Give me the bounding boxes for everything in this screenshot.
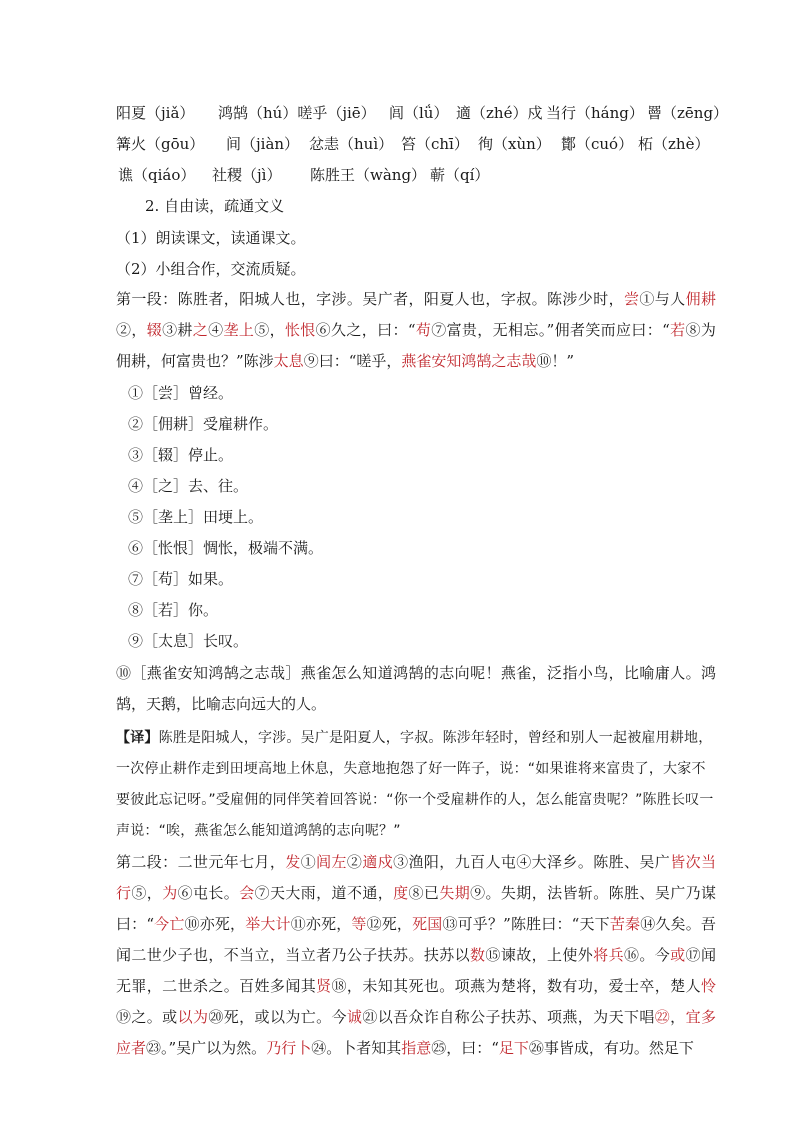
pinyin-item: 阳夏（jiǎ） — [116, 104, 195, 122]
step2-item-1: （1）朗读课文，读通课文。 — [116, 229, 306, 247]
text-run: ③耕 — [162, 321, 193, 339]
translation-label: 【译】 — [116, 730, 159, 746]
text-run: ㉓。”吴广以为然。 — [146, 1039, 267, 1057]
annotation-item: ⑤［垄上］田埂上。 — [128, 508, 264, 526]
highlighted-term: 燕雀安知鸿鹄之志哉 — [401, 352, 537, 370]
pinyin-item: 社稷（jì） — [212, 166, 282, 184]
text-run: ⑩！” — [536, 352, 575, 370]
translation-block — [116, 723, 716, 847]
pinyin-item: 徇（xùn） — [478, 135, 551, 153]
note-10: ⑩［燕雀安知鸿鹄之志哉］燕雀怎么知道鸿鹄的志向呢！燕雀，泛指小鸟，比喻庸人。鸿鹄，天鹅，比喻志向远大的人。 — [116, 664, 716, 713]
annotation-item: ⑨［太息］长叹。 — [128, 632, 249, 650]
highlighted-term: 乃行卜 — [266, 1039, 312, 1057]
highlighted-term: 为 — [162, 884, 178, 902]
text-run: ①与人 — [639, 290, 686, 308]
highlighted-term: 数 — [470, 946, 486, 964]
highlighted-term: 将兵 — [593, 946, 624, 964]
highlighted-term: 怅恨 — [284, 321, 316, 339]
text-run: ⑥久之，曰：“ — [315, 321, 416, 339]
pinyin-item: 间（jiàn） — [226, 135, 300, 153]
highlighted-term: 指意 — [401, 1039, 432, 1057]
highlighted-term: 若 — [669, 321, 686, 339]
annotation-item: ⑧［若］你。 — [128, 601, 219, 619]
text-run: ⑦天大雨，道不通， — [254, 884, 394, 902]
pinyin-item: 鄼（cuó） — [561, 135, 634, 153]
text-run: ㉔。卜者知其 — [311, 1039, 402, 1057]
highlighted-term: 等 — [351, 915, 367, 933]
pinyin-item: 柘（zhè） — [638, 135, 710, 153]
highlighted-term: 度 — [393, 884, 409, 902]
pinyin-item: 蕲（qí） — [430, 166, 490, 184]
text-run: ㉕，曰：“ — [431, 1039, 499, 1057]
text-run: ②， — [116, 321, 147, 339]
highlighted-term: 足下 — [498, 1039, 529, 1057]
highlighted-term: 贤 — [316, 977, 332, 995]
text-run: ⑯。今 — [623, 946, 671, 964]
paragraph-1 — [116, 284, 716, 377]
highlighted-term: 之 — [192, 321, 209, 339]
paragraph-2 — [116, 847, 716, 1064]
highlighted-term: 闾左 — [316, 853, 347, 871]
highlighted-term: 尝 — [623, 290, 640, 308]
highlighted-term: 苟 — [415, 321, 432, 339]
annotation-item: ②［佣耕］受雇耕作。 — [128, 415, 279, 433]
text-run: ② — [346, 853, 363, 871]
highlighted-term: 適戍 — [362, 853, 394, 871]
text-run: ⑥屯长。 — [177, 884, 240, 902]
step2-item-2: （2）小组合作，交流质疑。 — [116, 260, 306, 278]
annotation-item: ①［尝］曾经。 — [128, 384, 234, 402]
highlighted-term: 诚 — [346, 1008, 363, 1026]
text-run: ⑱，未知其死也。项燕为楚将，数有功，爱士卒，楚人 — [331, 977, 701, 995]
pinyin-item: 陈胜王（wàng） — [310, 166, 427, 184]
pinyin-item: 篝火（gōu） — [116, 135, 205, 153]
text-run: 第二段：二世元年七月， — [116, 853, 286, 871]
highlighted-term: 今亡 — [154, 915, 185, 933]
text-run: ⑫死， — [366, 915, 413, 933]
highlighted-term: 太息 — [273, 352, 304, 370]
pinyin-item: 谯（qiáo） — [118, 166, 196, 184]
annotation-item: ⑥［怅恨］惆怅，极端不满。 — [128, 539, 324, 557]
annotation-item: ③［辍］停止。 — [128, 446, 234, 464]
text-run: ⑳死，或以为亡。今 — [208, 1008, 347, 1026]
text-run: ⑤， — [131, 884, 163, 902]
highlighted-term: 举大计 — [245, 915, 291, 933]
pinyin-item: 笞（chī） — [401, 135, 469, 153]
text-run: ⑧已 — [408, 884, 440, 902]
pinyin-item: 適（zhé）戍 — [456, 104, 543, 122]
pinyin-item: 鸿鹄（hú）嗟乎（jiē） — [218, 104, 376, 122]
text-run: 第一段：陈胜者，阳城人也，字涉。吴广者，阳夏人也，字叔。陈涉少时， — [116, 290, 624, 308]
highlighted-term: 怜 — [700, 977, 716, 995]
highlighted-term: 死国 — [412, 915, 443, 933]
text-run: ㉑以吾众诈自称公子扶苏、项燕，为天下唱 — [362, 1008, 655, 1026]
highlighted-term: 以为 — [177, 1008, 209, 1026]
annotation-item: ⑦［苟］如果。 — [128, 570, 234, 588]
text-run: ⑩亦死， — [184, 915, 246, 933]
text-run: ， — [670, 1008, 686, 1026]
highlighted-term: ㉒ — [654, 1008, 671, 1026]
highlighted-term: 宜多应者 — [116, 1008, 716, 1057]
pinyin-item: 当行（háng） — [546, 104, 644, 122]
text-run: ③渔阳，九百人屯④大泽乡。陈胜、吴广 — [393, 853, 671, 871]
highlighted-term: 会 — [239, 884, 255, 902]
highlighted-term: 发 — [285, 853, 301, 871]
text-run: ⑭久矣。吾闻二世少子也，不当立，当立者乃公子扶苏。扶苏以 — [116, 915, 716, 964]
text-run: ⑮谏故，上使外 — [485, 946, 594, 964]
text-run: ④ — [208, 321, 224, 339]
highlighted-term: 失期 — [439, 884, 471, 902]
pinyin-item: 闾（lǘ） — [389, 104, 449, 122]
highlighted-term: 辍 — [146, 321, 163, 339]
text-run: ㉖事皆成，有功。然足下 — [528, 1039, 694, 1057]
text-run: ① — [300, 853, 317, 871]
pinyin-item: 罾（zēng） — [647, 104, 729, 122]
pinyin-item: 忿恚（huì） — [309, 135, 394, 153]
translation-text: 陈胜是阳城人，字涉。吴广是阳夏人，字叔。陈涉年轻时，曾经和别人一起被雇用耕地，一次停止耕作走到田埂高地上休息，失意地抱怨了好一阵子，说：“如果谁将来富贵了，大家不要彼此忘记呀。”受雇佣的同伴笑着回答说：“你一个受雇耕作的人，怎么能富贵呢？”陈胜长叹一声说：“唉，燕雀怎么能知道鸿鹄的志向呢？” — [116, 730, 714, 839]
text-run: ⑰闻无罪，二世杀之。百姓多闻其 — [116, 946, 716, 995]
text-run: ⑪亦死， — [290, 915, 352, 933]
highlighted-term: 垄上 — [223, 321, 255, 339]
text-run: ⑤， — [254, 321, 285, 339]
text-run: ⑬可乎？”陈胜曰：“天下 — [442, 915, 610, 933]
highlighted-term: 佣耕 — [685, 290, 716, 308]
text-run: ⑦富贵，无相忘。”佣者笑而应曰：“ — [431, 321, 670, 339]
text-run: ⑲之。或 — [116, 1008, 178, 1026]
highlighted-term: 皆次当行 — [116, 853, 716, 902]
annotation-item: ④［之］去、往。 — [128, 477, 249, 495]
highlighted-term: 苦秦 — [609, 915, 641, 933]
highlighted-term: 或 — [670, 946, 686, 964]
text-run: ⑨曰：“嗟乎， — [303, 352, 402, 370]
step2-title: 2. 自由读，疏通文义 — [145, 197, 285, 215]
text-run: ⑧为佣耕，何富贵也？”陈涉 — [116, 321, 716, 370]
text-run: ⑨。失期，法皆斩。陈胜、吴广乃谋曰：“ — [116, 884, 716, 933]
